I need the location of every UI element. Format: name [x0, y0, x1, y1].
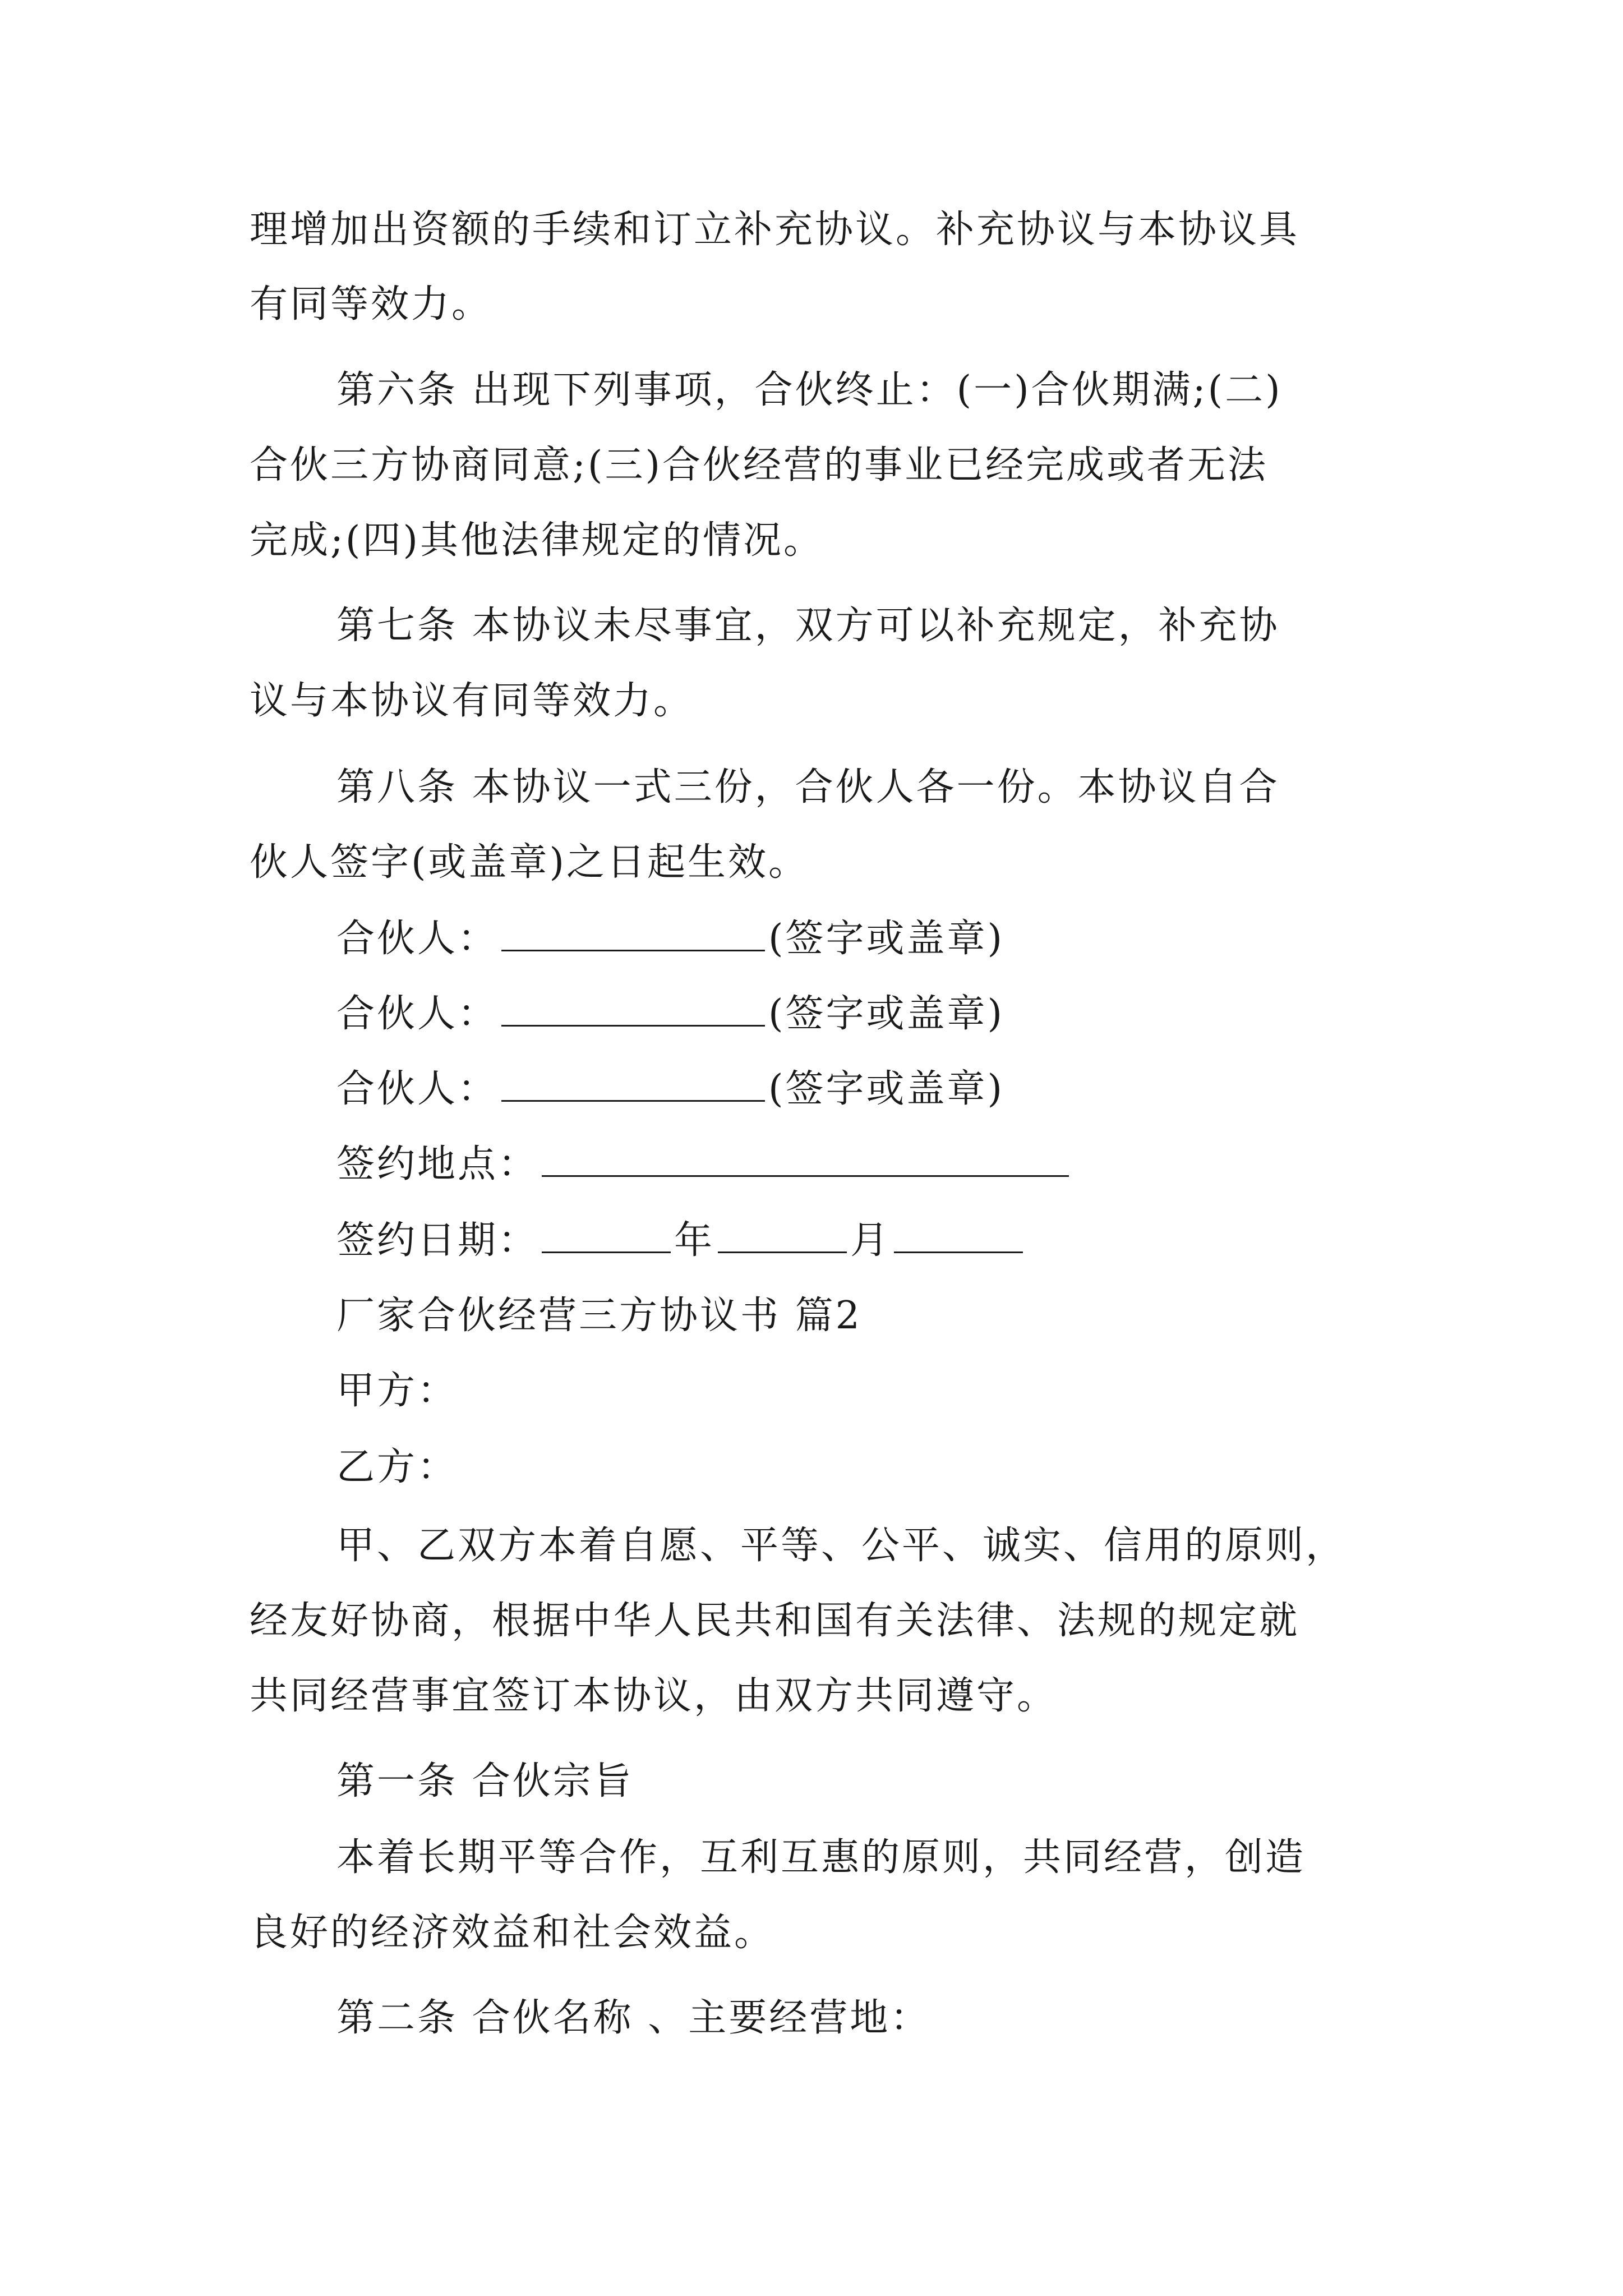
year-label: 年 — [674, 1218, 715, 1263]
signature-suffix: (签字或盖章) — [768, 1067, 1005, 1111]
article-7-line: 第七条 本协议未尽事宜，双方可以补充规定，补充协 — [336, 604, 1280, 648]
month-blank — [718, 1218, 847, 1253]
sign-place-label: 签约地点： — [336, 1142, 539, 1186]
sign-date-line — [336, 1213, 1026, 1269]
article-7-line: 议与本协议有同等效力。 — [250, 679, 694, 723]
sign-date-label: 签约日期： — [336, 1218, 539, 1263]
sign-place-line — [336, 1137, 1072, 1193]
year-blank — [542, 1218, 671, 1253]
article-1-body-line: 良好的经济效益和社会效益。 — [250, 1911, 775, 1955]
article-1-body-line: 本着长期平等合作，互利互惠的原则，共同经营，创造 — [336, 1835, 1306, 1880]
article-8-line: 伙人签字(或盖章)之日起生效。 — [250, 840, 809, 885]
signature-suffix: (签字或盖章) — [768, 917, 1005, 961]
signature-label: 合伙人： — [336, 992, 499, 1036]
signature-suffix: (签字或盖章) — [768, 992, 1005, 1036]
signature-blank — [501, 916, 765, 951]
preamble-line: 经友好协商，根据中华人民共和国有关法律、法规的规定就 — [250, 1599, 1300, 1643]
article-6-line: 第六条 出现下列事项，合伙终止：(一)合伙期满;(二) — [336, 368, 1283, 412]
article-6-line: 完成;(四)其他法律规定的情况。 — [250, 518, 824, 563]
preamble-line: 甲、乙双方本着自愿、平等、公平、诚实、信用的原则， — [336, 1524, 1347, 1568]
party-b-label: 乙方： — [336, 1445, 458, 1489]
article-2-title: 第二条 合伙名称 、主要经营地： — [336, 1996, 931, 2040]
article-1-title: 第一条 合伙宗旨 — [336, 1759, 634, 1803]
preamble-line: 共同经营事宜签订本协议，由双方共同遵守。 — [250, 1674, 1058, 1718]
month-label: 月 — [850, 1218, 891, 1263]
signature-label: 合伙人： — [336, 917, 499, 961]
article-8-line: 第八条 本协议一式三份，合伙人各一份。本协议自合 — [336, 765, 1280, 809]
sign-place-blank — [542, 1142, 1069, 1177]
signature-blank — [501, 1066, 765, 1102]
signature-blank — [501, 991, 765, 1027]
party-a-label: 甲方： — [336, 1369, 458, 1413]
signature-line — [336, 911, 1004, 967]
signature-label: 合伙人： — [336, 1067, 499, 1111]
day-blank — [894, 1218, 1023, 1253]
signature-line — [336, 1061, 1004, 1117]
paragraph-line: 有同等效力。 — [250, 282, 492, 326]
paragraph-line: 理增加出资额的手续和订立补充协议。补充协议与本协议具 — [250, 208, 1300, 252]
section-2-title: 厂家合伙经营三方协议书 篇2 — [336, 1294, 862, 1338]
signature-line — [336, 986, 1004, 1042]
article-6-line: 合伙三方协商同意;(三)合伙经营的事业已经完成或者无法 — [250, 443, 1268, 487]
